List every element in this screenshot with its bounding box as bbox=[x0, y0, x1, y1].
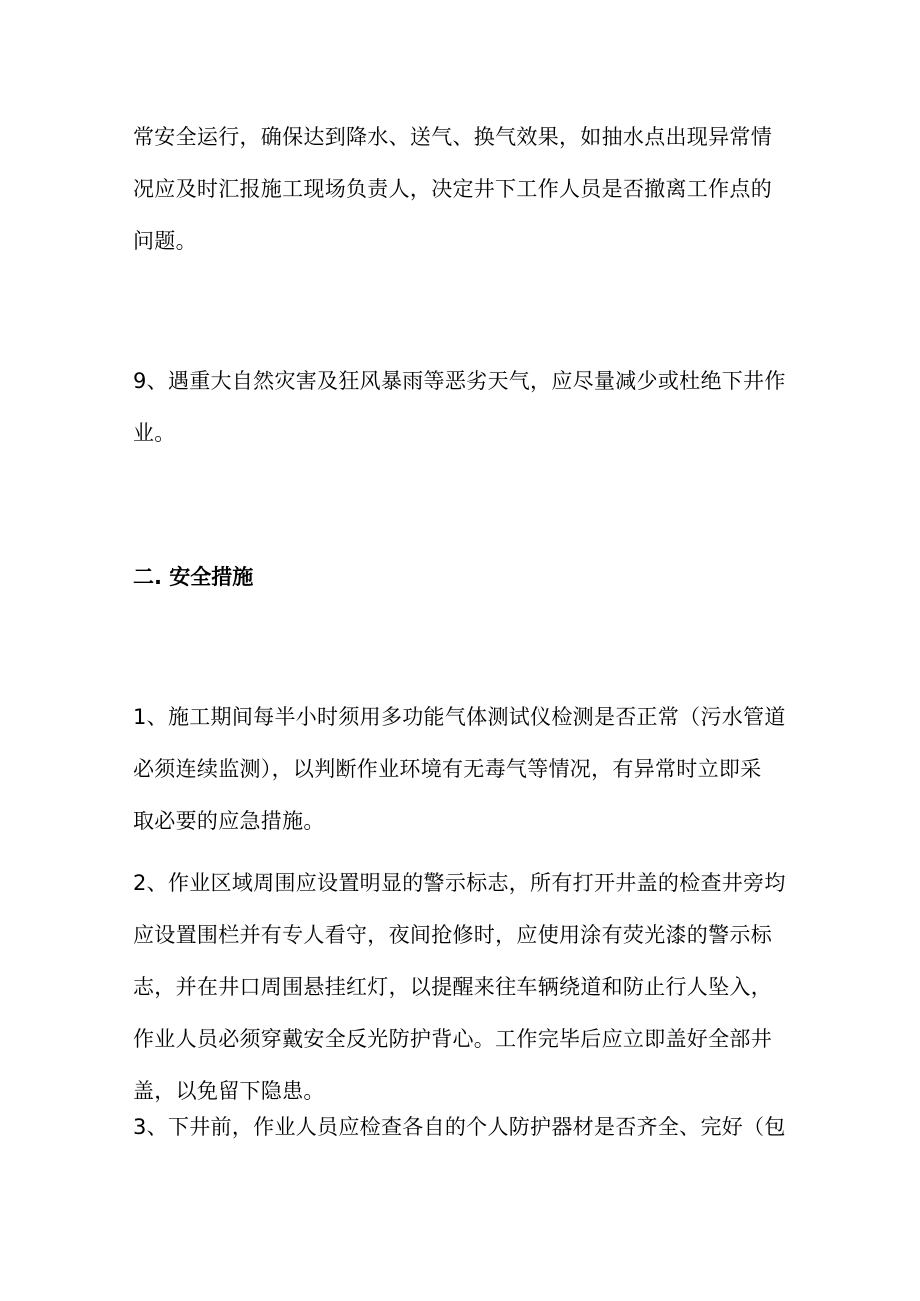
text-line: 1、施工期间每半小时须用多功能气体测试仪检测是否正常（污水管道 bbox=[133, 705, 786, 729]
text-line: 应设置围栏并有专人看守，夜间抢修时，应使用涂有荧光漆的警示标 bbox=[133, 923, 772, 947]
paragraph-item-2 bbox=[133, 857, 793, 1117]
text-line: 业。 bbox=[133, 421, 176, 445]
section-heading: 二. 安全措施 bbox=[133, 565, 254, 589]
paragraph-item-3 bbox=[133, 1101, 793, 1153]
text-line: 况应及时汇报施工现场负责人，决定井下工作人员是否撤离工作点的 bbox=[133, 177, 772, 201]
text-line: 作业人员必须穿戴安全反光防护背心。工作完毕后应立即盖好全部井 bbox=[133, 1027, 772, 1051]
text-line: 盖，以免留下隐患。 bbox=[133, 1079, 325, 1103]
text-line: 9、遇重大自然灾害及狂风暴雨等恶劣天气，应尽量减少或杜绝下井作 bbox=[133, 369, 786, 393]
text-line: 常安全运行，确保达到降水、送气、换气效果，如抽水点出现异常情 bbox=[133, 125, 772, 149]
text-line: 问题。 bbox=[133, 229, 197, 253]
text-line: 取必要的应急措施。 bbox=[133, 809, 325, 833]
text-line: 2、作业区域周围应设置明显的警示标志，所有打开井盖的检查井旁均 bbox=[133, 871, 786, 895]
paragraph-continuation bbox=[133, 111, 793, 267]
paragraph-item-9 bbox=[133, 355, 793, 459]
text-line: 志，并在井口周围悬挂红灯，以提醒来往车辆绕道和防止行人坠入， bbox=[133, 975, 772, 999]
paragraph-item-1 bbox=[133, 691, 793, 847]
text-line: 必须连续监测），以判断作业环境有无毒气等情况，有异常时立即采 bbox=[133, 757, 762, 781]
text-line: 3、下井前，作业人员应检查各自的个人防护器材是否齐全、完好（包 bbox=[133, 1115, 786, 1139]
